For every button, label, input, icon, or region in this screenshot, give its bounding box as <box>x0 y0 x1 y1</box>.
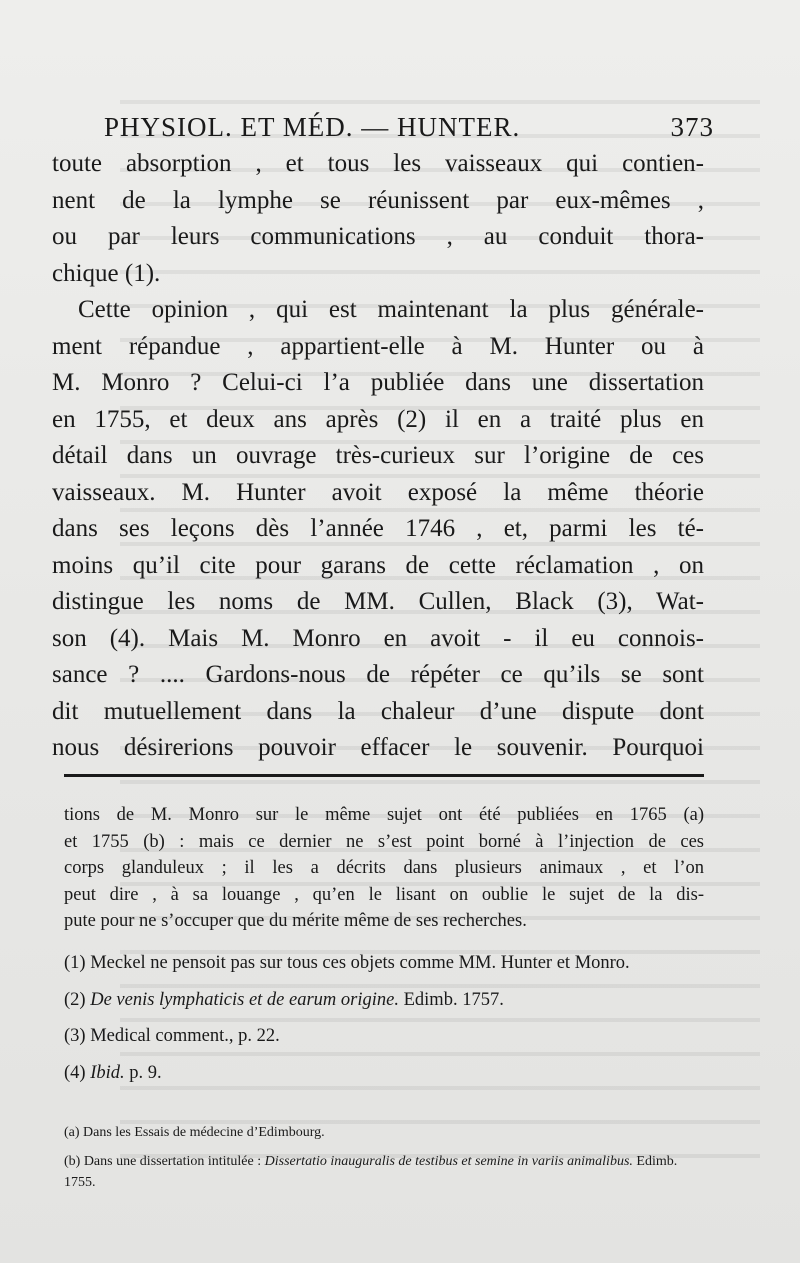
footnote-2 <box>64 987 704 1014</box>
footnote-4 <box>64 1060 704 1087</box>
subnote-b-rest: Edimb. 1755. <box>64 1154 678 1190</box>
footnote-line: tions de M. Monro sur le même sujet ont été publiées en 1765 (a) <box>64 805 704 825</box>
text-line: ou par leurs communications , au conduit thora- <box>52 223 704 250</box>
text-line: en 1755, et deux ans après (2) il en a traité plus en <box>52 405 704 433</box>
footnote-line: et 1755 (b) : mais ce dernier ne s’est point borné à l’injection de ces <box>64 831 704 852</box>
footnote-2-marker: (2) <box>64 989 86 1010</box>
subnotes-list <box>64 1122 712 1201</box>
text-line: sance ? .... Gardons-nous de répéter ce qu’ils se sont <box>52 661 704 688</box>
footnote-rule <box>64 774 704 777</box>
footnote-line: corps glanduleux ; il les a décrits dans plusieurs animaux , et l’on <box>64 858 704 878</box>
footnote-4-marker: (4) <box>64 1062 86 1083</box>
page-number: 373 <box>670 112 714 142</box>
text-line: son (4). Mais M. Monro en avoit - il eu connois- <box>52 624 704 652</box>
footnote-4-title: Ibid. <box>90 1062 125 1083</box>
text-line: M. Monro ? Celui-ci l’a publiée dans une dissertation <box>52 369 704 396</box>
footnote-line: pute pour ne s’occuper que du mérite même de ses recherches. <box>64 911 527 931</box>
footnote-4-rest: p. 9. <box>129 1062 162 1083</box>
running-title: PHYSIOL. ET MÉD. — HUNTER. <box>104 112 521 142</box>
text-line: vaisseaux. M. Hunter avoit exposé la même théorie <box>52 478 704 506</box>
footnote-line: peut dire , à sa louange , qu’en le lisant on oublie le sujet de la dis- <box>64 884 704 905</box>
subnote-b-prefix: (b) Dans une dissertation intitulée : <box>64 1154 262 1169</box>
paragraph-start-line: Cette opinion , qui est maintenant la plus générale- <box>78 296 704 323</box>
main-text <box>52 146 704 767</box>
subnote-b <box>64 1151 712 1193</box>
footnote-1: (1) Meckel ne pensoit pas sur tous ces objets comme MM. Hunter et Monro. <box>64 953 630 973</box>
text-line: toute absorption , et tous les vaisseaux qui contien- <box>52 150 704 177</box>
text-line: détail dans un ouvrage très-curieux sur l’origine de ces <box>52 442 704 469</box>
text-line: nent de la lymphe se réunissent par eux-mêmes , <box>52 186 704 214</box>
footnotes-list <box>64 950 704 1096</box>
footnote-2-rest: Edimb. 1757. <box>403 989 504 1010</box>
subnote-b-title: Dissertatio inauguralis de testibus et semine in variis animalibus. <box>264 1154 633 1169</box>
text-line: dans ses leçons dès l’année 1746 , et, parmi les té- <box>52 515 704 542</box>
footnote-3: (3) Medical comment., p. 22. <box>64 1026 280 1046</box>
footnote-continuation <box>64 802 704 935</box>
text-line: ment répandue , appartient-elle à M. Hunter ou à <box>52 332 704 360</box>
text-line: chique (1). <box>52 259 161 287</box>
text-line: dit mutuellement dans la chaleur d’une dispute dont <box>52 697 704 725</box>
text-line: distingue les noms de MM. Cullen, Black (3), Wat- <box>52 588 704 615</box>
text-line: nous désirerions pouvoir effacer le souvenir. Pourquoi <box>52 734 704 761</box>
text-line: moins qu’il cite pour garans de cette réclamation , on <box>52 551 704 579</box>
footnote-2-title: De venis lymphaticis et de earum origine. <box>90 989 399 1010</box>
subnote-a: (a) Dans les Essais de médecine d’Edimbourg. <box>64 1125 325 1140</box>
